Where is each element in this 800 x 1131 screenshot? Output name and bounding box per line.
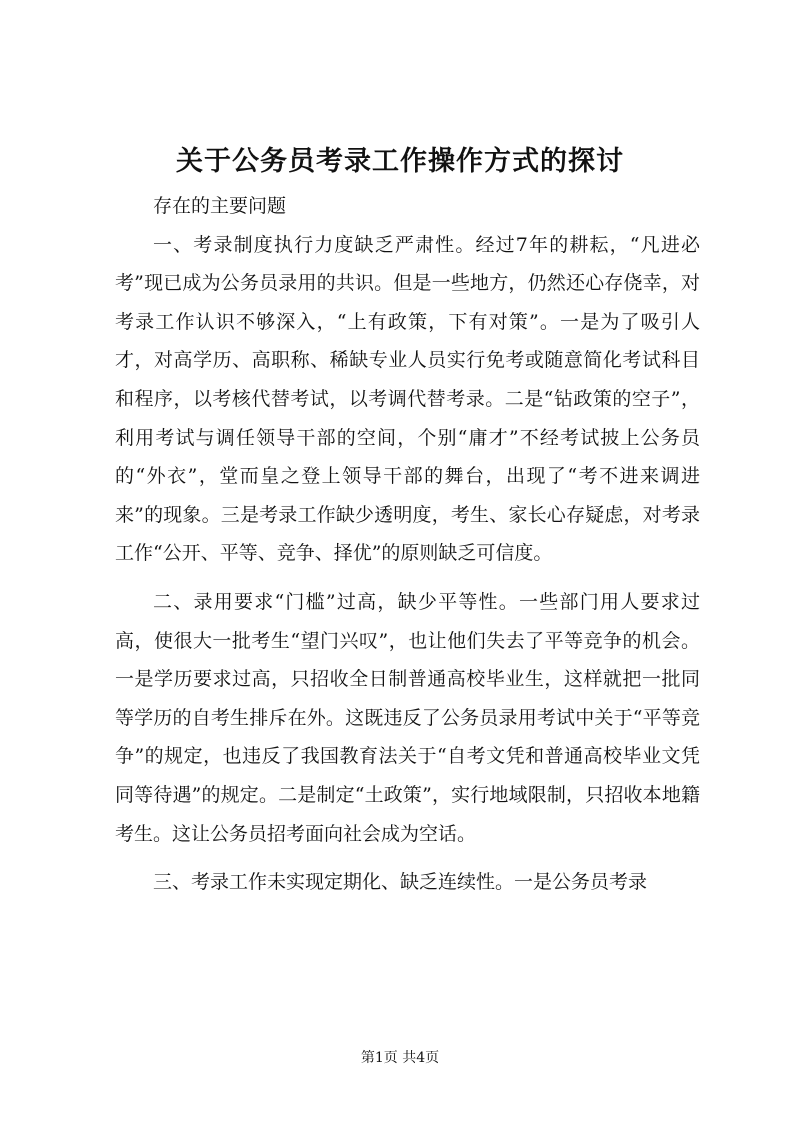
page-number-footer: 第1页 共4页 <box>360 1050 440 1066</box>
document-body <box>115 187 700 902</box>
paragraph-2: 二、录用要求“门槛”过高，缺少平等性。一些部门用人要求过高，使很大一批考生“望门兴叹”，也让他们失去了平等竞争的机会。一是学历要求过高，只招收全日制普通高校毕业生，这样就把一批同等学历的自考生排斥在外。这既违反了公务员录用考试中关于“平等竞争”的规定，也违反了我国教育法关于“自考文凭和普通高校毕业文凭同等待遇”的规定。二是制定“土政策”，实行地域限制，只招收本地籍考生。这让公务员招考面向社会成为空话。 <box>115 590 700 845</box>
paragraph-1: 一、考录制度执行力度缺乏严肃性。经过7年的耕耘，“凡进必考”现已成为公务员录用的共识。但是一些地方，仍然还心存侥幸，对考录工作认识不够深入，“上有政策，下有对策”。一是为了吸引人才，对高学历、高职称、稀缺专业人员实行免考或随意简化考试科目和程序，以考核代替考试，以考调代替考录。二是“钻政策的空子”，利用考试与调任领导干部的空间，个别“庸才”不经考试披上公务员的“外衣”，堂而皇之登上领导干部的舞台，出现了“考不进来调进来”的现象。三是考录工作缺少透明度，考生、家长心存疑虑，对考录工作“公开、平等、竞争、择优”的原则缺乏可信度。 <box>115 233 700 565</box>
section-heading: 存在的主要问题 <box>153 195 287 217</box>
document-title: 关于公务员考录工作操作方式的探讨 <box>176 146 624 177</box>
paragraph-3: 三、考录工作未实现定期化、缺乏连续性。一是公务员考录 <box>153 871 648 894</box>
